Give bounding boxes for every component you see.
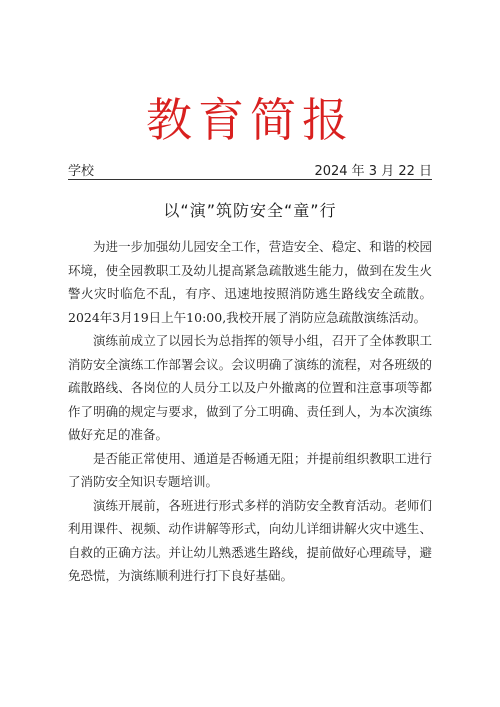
masthead-title: 教育简报	[146, 93, 354, 147]
article-headline: 以“演”筑防安全“童”行	[163, 201, 337, 220]
meta-line	[68, 158, 432, 180]
school-label: 学校	[68, 164, 95, 179]
paragraph-3: 是否能正常使用、通道是否畅通无阻；并提前组织教职工进行了消防安全知识专题培训。	[68, 450, 432, 489]
paragraph-2: 演练前成立了以园长为总指挥的领导小组，召开了全体教职工消防安全演练工作部署会议。会议明确了演练的流程，对各班级的疏散路线、各岗位的人员分工以及户外撤离的位置和注意事项等都作了明确的规定与要求，做到了分工明确、责任到人，为本次演练做好充足的准备。	[68, 333, 432, 442]
article-body	[68, 235, 432, 588]
issue-date: 2024 年 3 月 22 日	[314, 164, 432, 179]
paragraph-4: 演练开展前，各班进行形式多样的消防安全教育活动。老师们利用课件、视频、动作讲解等形式，向幼儿详细讲解火灾中逃生、自救的正确方法。并让幼儿熟悉逃生路线，提前做好心理疏导，避免恐慌，为演练顺利进行打下良好基础。	[68, 497, 432, 583]
paragraph-1: 为进一步加强幼儿园安全工作，营造安全、稳定、和谐的校园环境，使全园教职工及幼儿提高紧急疏散逃生能力，做到在发生火警火灾时临危不乱，有序、迅速地按照消防逃生路线安全疏散。2024年3月19日上午10:00,我校开展了消防应急疏散演练活动。	[68, 239, 432, 325]
header-divider	[68, 179, 432, 180]
